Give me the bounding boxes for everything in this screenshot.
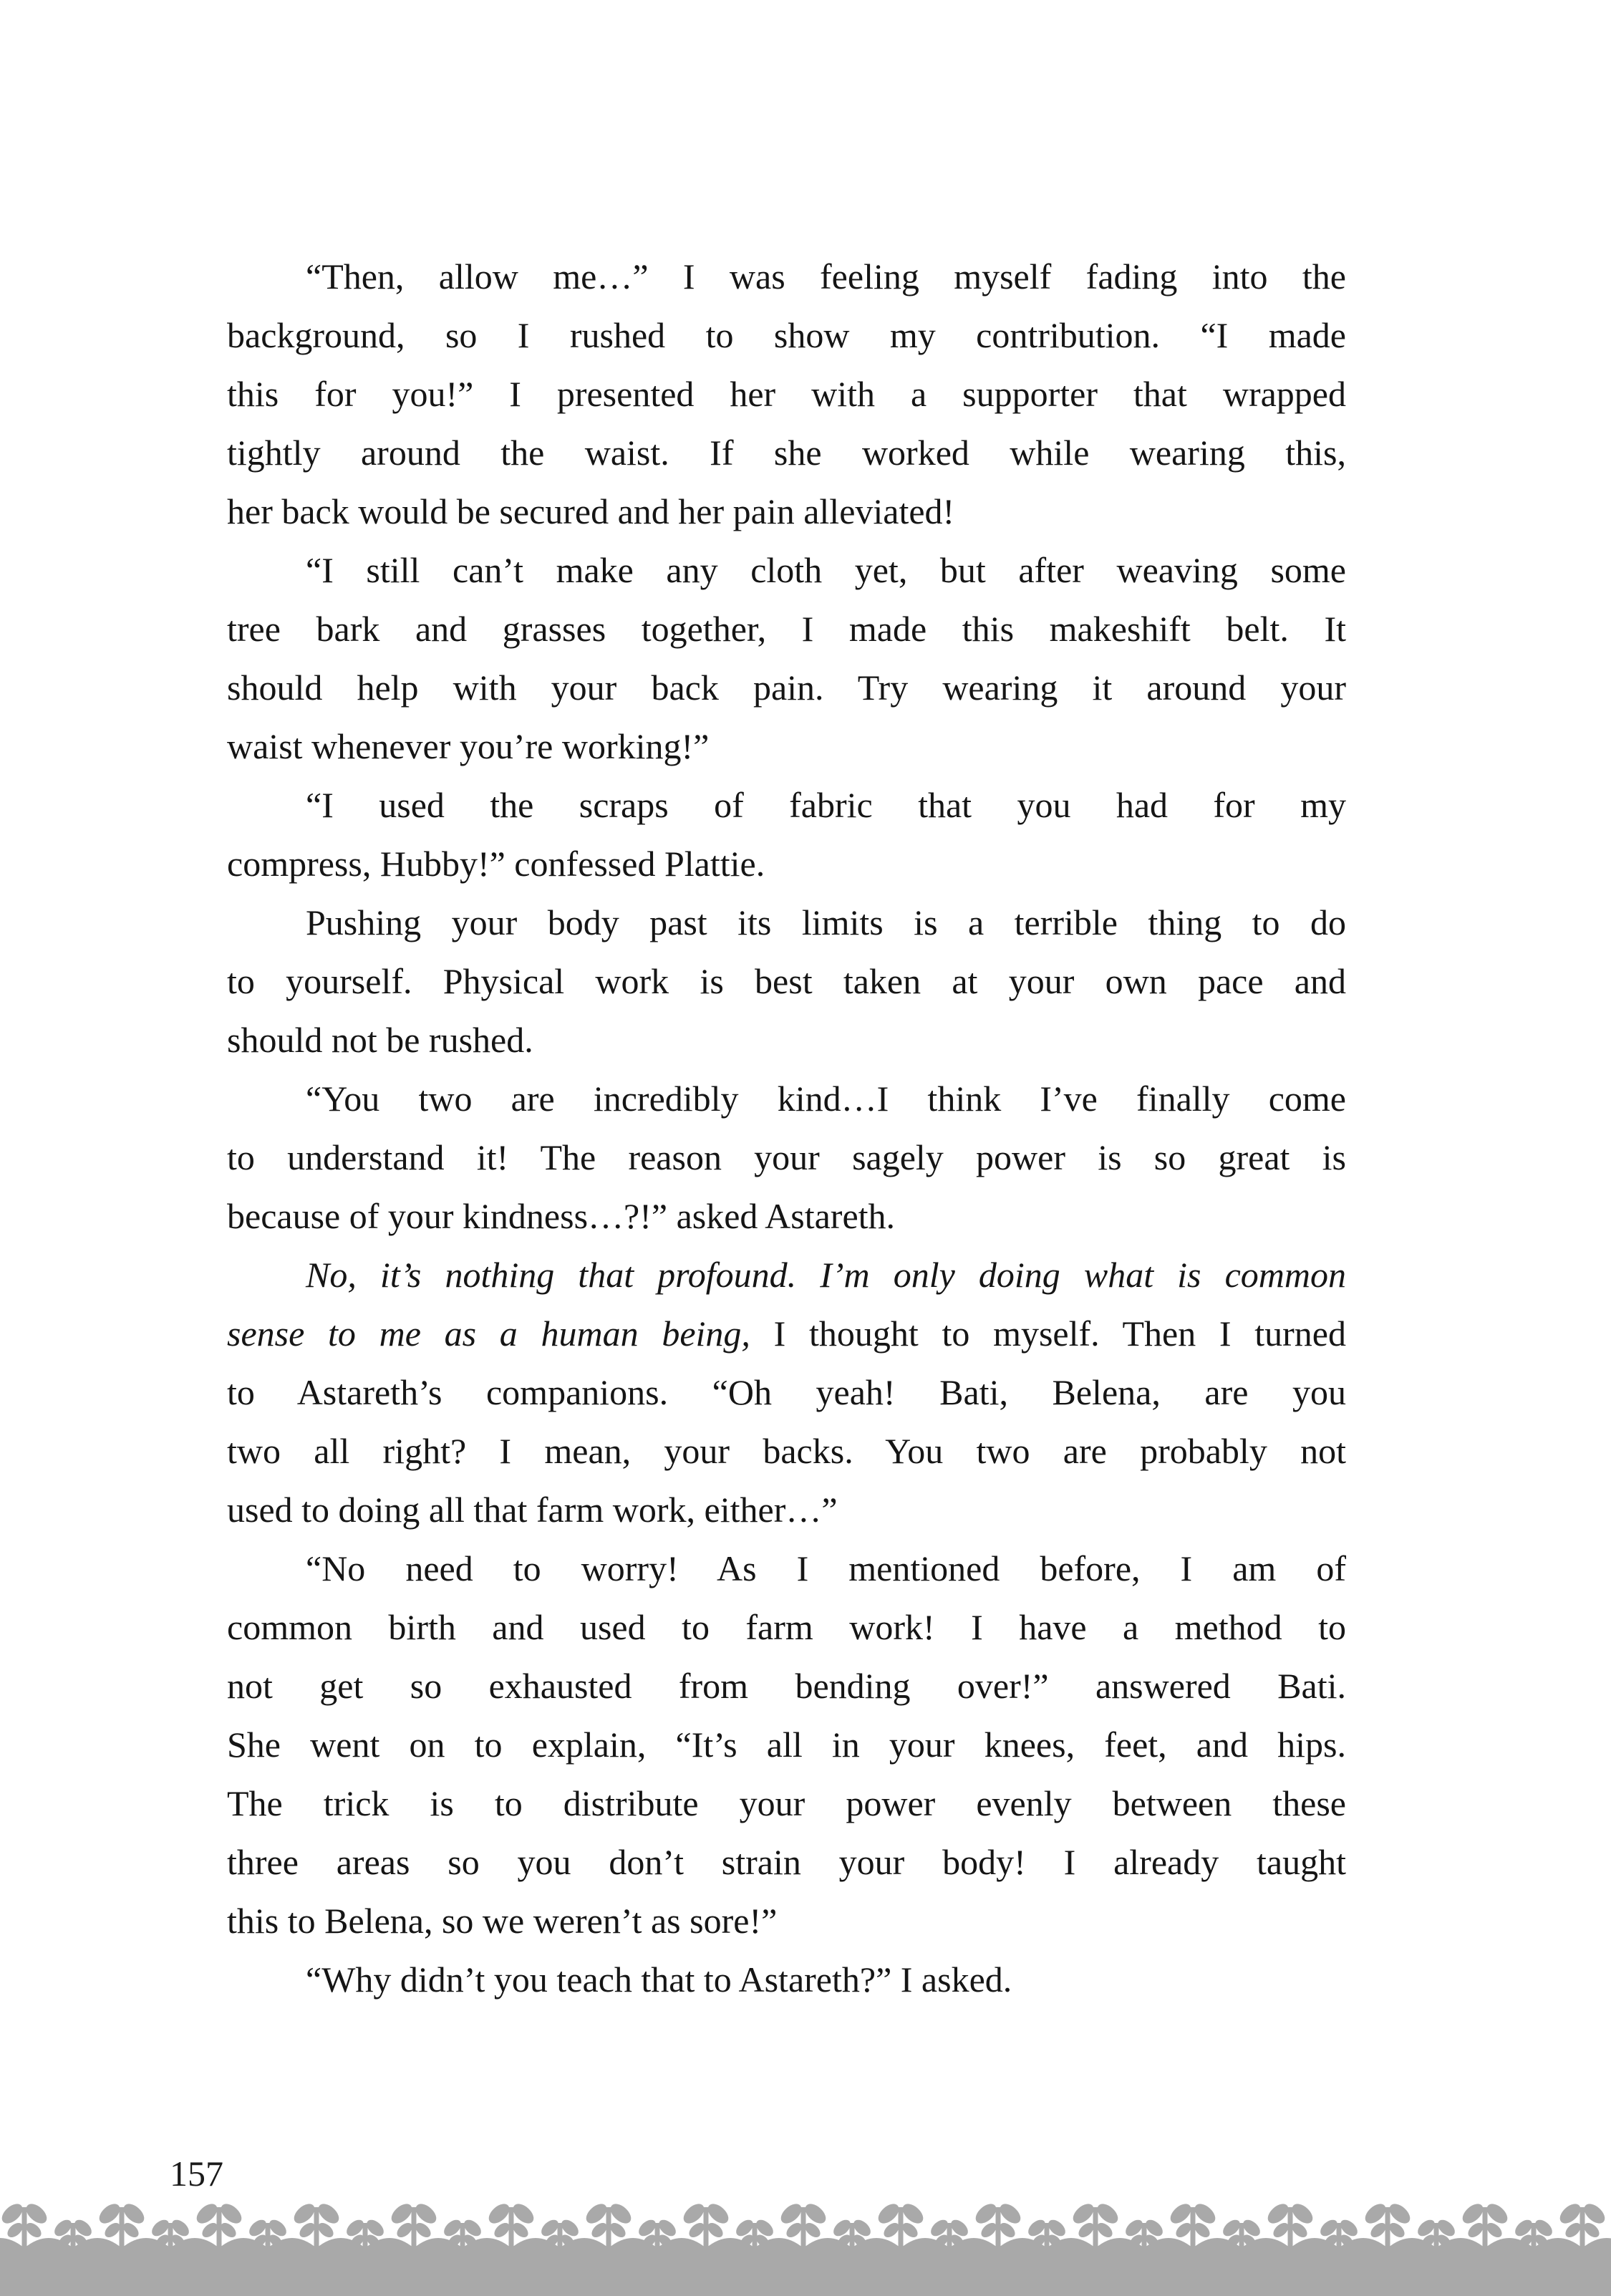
text-block bbox=[227, 247, 1346, 2009]
page-number: 157 bbox=[170, 2153, 223, 2194]
text-segment: “No need to worry! As I mentioned before, I am of bbox=[306, 1548, 1346, 1588]
text-segment: compress, Hubby!” confessed Plattie. bbox=[227, 844, 765, 884]
text-segment: The trick is to distribute your power evenly between these bbox=[227, 1783, 1346, 1823]
text-line bbox=[227, 1069, 1346, 1128]
text-segment: two all right? I mean, your backs. You two are probably not bbox=[227, 1431, 1346, 1471]
text-segment: She went on to explain, “It’s all in your knees, feet, and hips. bbox=[227, 1725, 1346, 1765]
text-segment: “You two are incredibly kind…I think I’ve finally come bbox=[306, 1079, 1346, 1119]
text-segment: tightly around the waist. If she worked while wearing this, bbox=[227, 433, 1346, 473]
text-segment: this for you!” I presented her with a supporter that wrapped bbox=[227, 374, 1346, 414]
text-line bbox=[227, 952, 1346, 1010]
text-line bbox=[227, 1187, 1346, 1245]
text-segment: should help with your back pain. Try wearing it around your bbox=[227, 667, 1346, 708]
text-segment: waist whenever you’re working!” bbox=[227, 726, 710, 766]
text-line bbox=[227, 717, 1346, 776]
text-segment: Pushing your body past its limits is a terrible thing to do bbox=[306, 902, 1346, 942]
text-segment: tree bark and grasses together, I made this makeshift belt. It bbox=[227, 609, 1346, 649]
text-line bbox=[227, 658, 1346, 717]
text-line bbox=[227, 1128, 1346, 1187]
text-segment: not get so exhausted from bending over!” answered Bati. bbox=[227, 1666, 1346, 1706]
text-line bbox=[227, 893, 1346, 952]
text-line bbox=[227, 1422, 1346, 1480]
text-segment: background, so I rushed to show my contribution. “I made bbox=[227, 315, 1346, 355]
text-line bbox=[227, 1656, 1346, 1715]
text-segment: “Why didn’t you teach that to Astareth?” I asked. bbox=[306, 1959, 1012, 2000]
text-line bbox=[227, 834, 1346, 893]
text-segment: should not be rushed. bbox=[227, 1020, 533, 1060]
text-line bbox=[227, 1010, 1346, 1069]
text-line bbox=[227, 599, 1346, 658]
italic-text-segment: No, it’s nothing that profound. I’m only doing what is common bbox=[306, 1255, 1346, 1295]
text-segment: this to Belena, so we weren’t as sore!” bbox=[227, 1901, 778, 1941]
text-line bbox=[227, 1891, 1346, 1950]
sprout-border bbox=[0, 2196, 1611, 2296]
text-line bbox=[227, 1480, 1346, 1539]
text-segment: I thought to myself. Then I turned bbox=[750, 1313, 1346, 1354]
text-line bbox=[227, 1774, 1346, 1833]
italic-text-segment: sense to me as a human being, bbox=[227, 1313, 750, 1354]
text-segment: because of your kindness…?!” asked Astareth. bbox=[227, 1196, 896, 1236]
text-segment: common birth and used to farm work! I have a method to bbox=[227, 1607, 1346, 1647]
text-line bbox=[227, 1950, 1346, 2009]
text-segment: to understand it! The reason your sagely power is so great is bbox=[227, 1137, 1346, 1177]
text-line bbox=[227, 1363, 1346, 1422]
text-line bbox=[227, 1598, 1346, 1656]
text-line bbox=[227, 1715, 1346, 1774]
text-line bbox=[227, 423, 1346, 482]
text-line bbox=[227, 365, 1346, 423]
text-segment: to Astareth’s companions. “Oh yeah! Bati, Belena, are you bbox=[227, 1372, 1346, 1412]
text-segment: to yourself. Physical work is best taken at your own pace and bbox=[227, 961, 1346, 1001]
text-line bbox=[227, 1539, 1346, 1598]
text-segment: “I still can’t make any cloth yet, but after weaving some bbox=[306, 550, 1346, 590]
text-line bbox=[227, 1245, 1346, 1304]
text-line bbox=[227, 306, 1346, 365]
text-line bbox=[227, 482, 1346, 541]
text-line bbox=[227, 541, 1346, 599]
text-segment: “I used the scraps of fabric that you had for my bbox=[306, 785, 1346, 825]
text-segment: three areas so you don’t strain your body! I already taught bbox=[227, 1842, 1346, 1882]
text-line bbox=[227, 247, 1346, 306]
text-line bbox=[227, 1304, 1346, 1363]
text-line bbox=[227, 776, 1346, 834]
text-segment: her back would be secured and her pain alleviated! bbox=[227, 491, 955, 531]
text-line bbox=[227, 1833, 1346, 1891]
text-segment: “Then, allow me…” I was feeling myself fading into the bbox=[306, 256, 1346, 296]
text-segment: used to doing all that farm work, either…” bbox=[227, 1490, 838, 1530]
